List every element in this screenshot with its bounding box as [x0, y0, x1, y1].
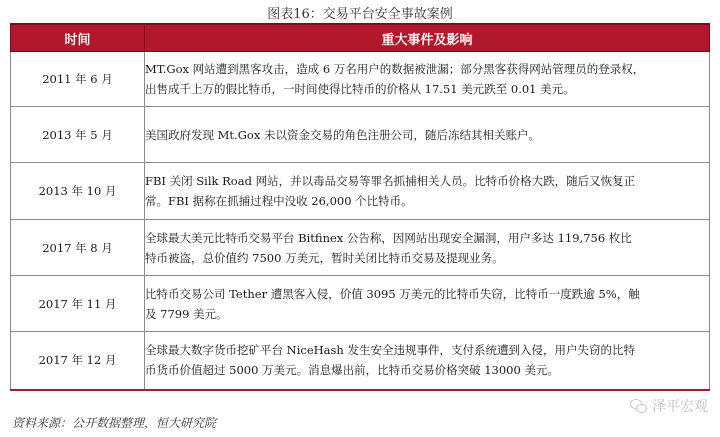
row-date: 2017 年 12 月 [11, 332, 145, 390]
description-line: 全球最大美元比特币交易平台 Bitfinex 公告称，因网站出现安全漏洞，用户多达 119,756 枚比 [145, 230, 632, 245]
description-line: 比特币交易公司 Tether 遭黑客入侵，价值 3095 万美元的比特币失窃，比特币一度跌逾 5%，触 [145, 286, 640, 301]
table-row [11, 332, 710, 390]
row-date: 2017 年 8 月 [11, 220, 145, 276]
description-line: 币货币价值超过 5000 万美元。消息爆出前，比特币交易价格突破 13000 美元。 [145, 363, 559, 378]
description-line: 常。FBI 据称在抓捕过程中没收 26,000 个比特币。 [145, 194, 413, 208]
description-line: 全球最大数字货币挖矿平台 NiceHash 发生安全违规事件，支付系统遭到入侵，用户失窃的比特 [145, 343, 635, 358]
header-event: 重大事件及影响 [145, 24, 710, 52]
table-row [11, 107, 710, 163]
table-row [11, 276, 710, 332]
description-line: 美国政府发现 Mt.Gox 未以资金交易的角色注册公司，随后冻结其相关账户。 [145, 127, 540, 142]
table-header-row [11, 24, 710, 52]
row-date: 2011 年 6 月 [11, 52, 145, 107]
header-date: 时间 [11, 24, 145, 52]
watermark [630, 396, 708, 416]
description-line: 出售成千上万的假比特币，一时间使得比特币的价格从 17.51 美元跌至 0.01 美元。 [145, 82, 575, 96]
watermark-text: 泽平宏观 [652, 399, 708, 415]
table-row [11, 163, 710, 220]
row-description [145, 276, 710, 332]
row-description [145, 107, 710, 163]
description-line: MT.Gox 网站遭到黑客攻击，造成 6 万名用户的数据被泄漏；部分黑客获得网站管理员的登录权， [145, 62, 645, 76]
description-line: 及 7799 美元。 [145, 306, 228, 321]
figure-title: 图表16：交易平台安全事故案例 [267, 7, 453, 22]
source-note: 资料来源：公开数据整理，恒大研究院 [12, 416, 217, 430]
row-description [145, 332, 710, 390]
row-date: 2013 年 5 月 [11, 107, 145, 163]
events-table [10, 23, 710, 391]
row-date: 2013 年 10 月 [11, 163, 145, 220]
row-description [145, 163, 710, 220]
row-description [145, 52, 710, 107]
description-line: 特币被盗，总价值约 7500 万美元，暂时关闭比特币交易及提现业务。 [145, 250, 504, 265]
table-row [11, 220, 710, 276]
wechat-icon [630, 399, 648, 413]
row-date: 2017 年 11 月 [11, 276, 145, 332]
description-line: FBI 关闭 Silk Road 网站，并以毒品交易等罪名抓捕相关人员。比特币价格大跌，随后又恢复正 [145, 174, 636, 188]
row-description [145, 220, 710, 276]
table-row [11, 52, 710, 107]
